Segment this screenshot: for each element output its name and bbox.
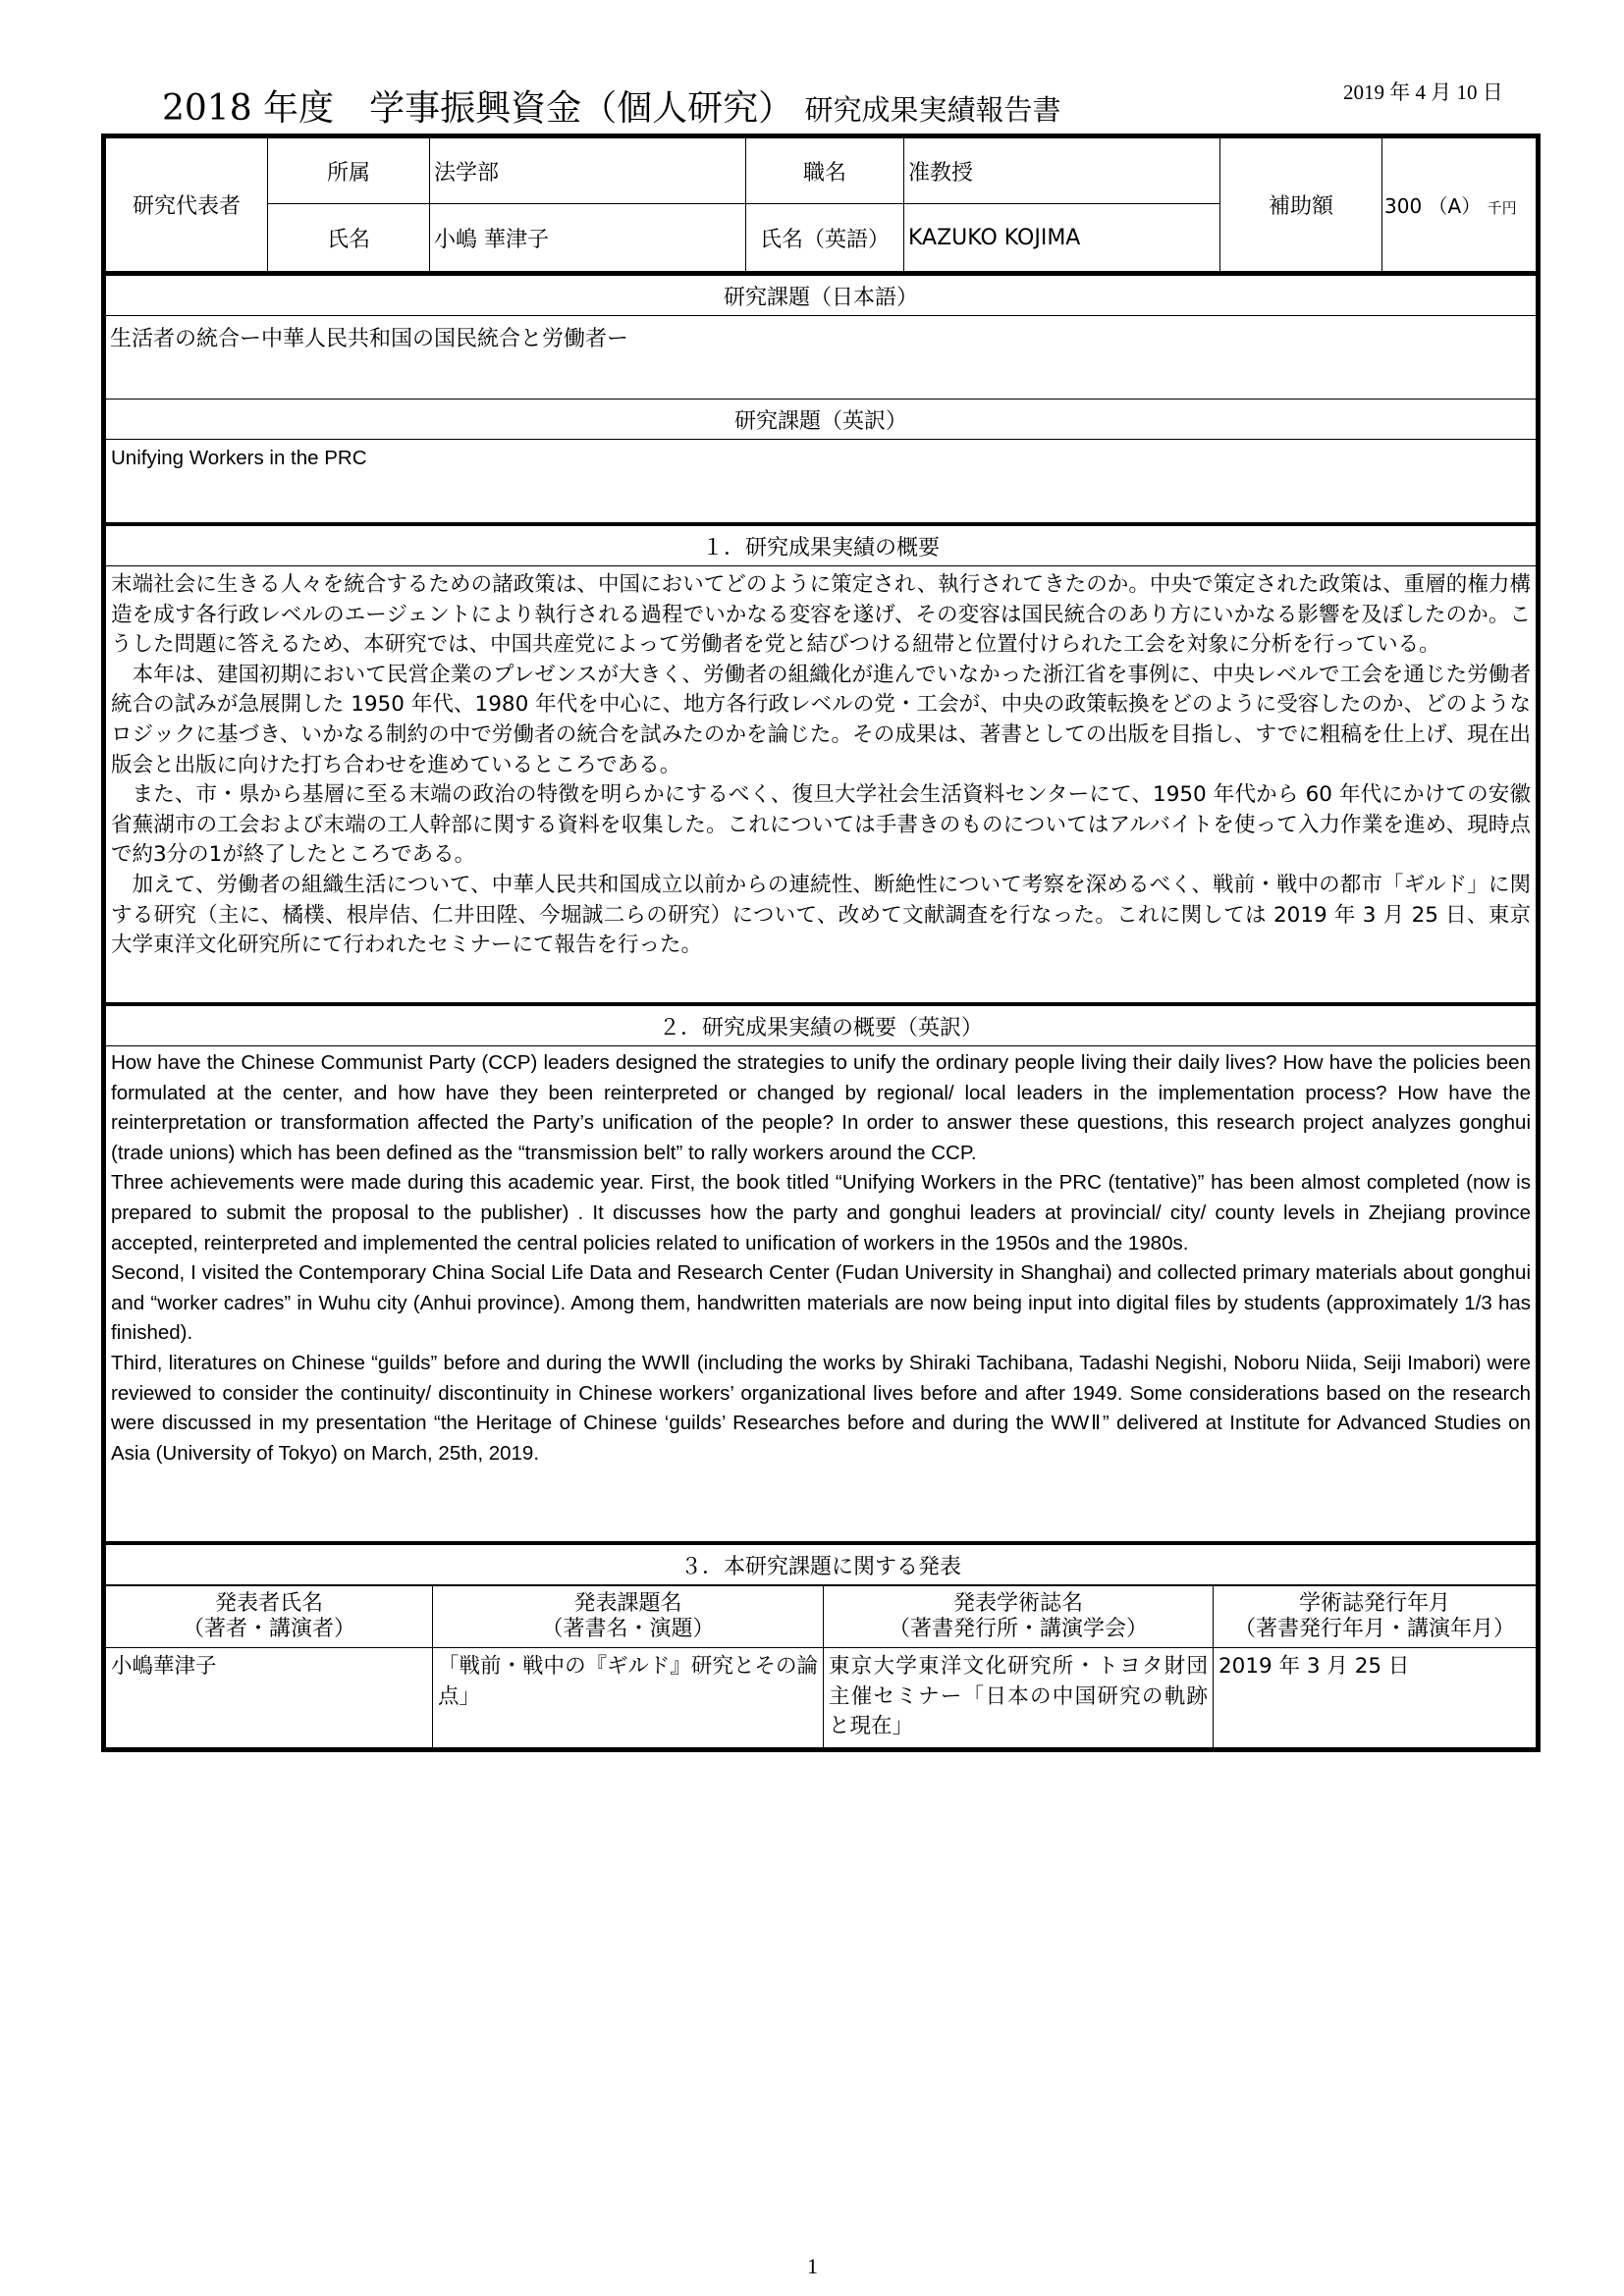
summary-en-paragraph: Third, literatures on Chinese “guilds” before and during the WWⅡ (including the works by Shiraki Tachibana, Tadashi Negishi, Noboru Niida, Seiji Imabori) were reviewed to consider the continuity/ discontinuity in Chinese workers’ organizational lives before and after 1949. Some considerations based on the research were discussed in my presentation “the Heritage of Chinese ‘guilds’ Researches before and during the WWⅡ” delivered at Institute for Advanced Studies on Asia (University of Tokyo) on March, 25th, 2019. bbox=[111, 1351, 1531, 1465]
title-cell: 「戦前・戦中の『ギルド』研究とその論点」 bbox=[433, 1648, 824, 1748]
document-title: 2018 年度 学事振興資金（個人研究） 研究成果実績報告書 bbox=[162, 88, 1061, 129]
presentations-heading: ３．本研究課題に関する発表 bbox=[106, 1543, 1537, 1585]
report-form bbox=[101, 133, 1541, 1752]
summary-jp-heading: １．研究成果実績の概要 bbox=[106, 524, 1537, 566]
summary-jp-paragraph: また、市・県から基層に至る末端の政治の特徴を明らかにするべく、復旦大学社会生活資料センターにて、1950 年代から 60 年代にかけての安徽省蕪湖市の工会および末端の工人幹部に関する資料を収集した。これについては手書きのものについてはアルバイトを使って入力作業を進め、現時点で約3分の1が終了したところである。 bbox=[111, 782, 1531, 868]
topic-jp-text: 生活者の統合ー中華人民共和国の国民統合と労働者ー bbox=[106, 316, 1537, 400]
column-header-presenter: 発表者氏名 （著者・講演者） bbox=[106, 1586, 433, 1648]
summary-en-paragraph: Three achievements were made during this academic year. First, the book titled “Unifying Workers in the PRC (tentative)” has been almost completed (now is prepared to submit the proposal to the publisher) . It discusses how the party and gonghui leaders at provincial/ city/ county levels in Zhejiang province accepted, reinterpreted and implemented the central policies related to unification of workers in the 1950s and the 1980s. bbox=[111, 1171, 1531, 1255]
column-header-title: 発表課題名 （著書名・演題） bbox=[433, 1586, 824, 1648]
column-header-venue: 発表学術誌名 （著書発行所・講演学会） bbox=[824, 1586, 1214, 1648]
name-label: 氏名 bbox=[268, 204, 430, 272]
page-number: 1 bbox=[807, 2254, 818, 2278]
report-body bbox=[105, 272, 1537, 1585]
summary-en-heading: ２．研究成果実績の概要（英訳） bbox=[106, 1004, 1537, 1046]
position-label: 職名 bbox=[746, 138, 904, 204]
presenter-cell: 小嶋華津子 bbox=[106, 1648, 433, 1748]
summary-jp-paragraph: 加えて、労働者の組織生活について、中華人民共和国成立以前からの連続性、断絶性について考察を深めるべく、戦前・戦中の都市「ギルド」に関する研究（主に、橘樸、根岸佶、仁井田陞、今堀誠二らの研究）について、改めて文献調査を行なった。これに関しては 2019 年 3 月 25 日、東京大学東洋文化研究所にて行われたセミナーにて報告を行った。 bbox=[111, 872, 1531, 958]
summary-jp-paragraph: 本年は、建国初期において民営企業のプレゼンスが大きく、労働者の組織化が進んでいなかった浙江省を事例に、中央レベルで工会を通じた労働者統合の試みが急展開した 1950 年代、1980 年代を中心に、地方各行政レベルの党・工会が、中央の政策転換をどのように受容したのか、どのようなロジックに基づき、いかなる制約の中で労働者の統合を試みたのかを論じた。その成果は、著書としての出版を目指し、すでに粗稿を仕上げ、現在出版会と出版に向けた打ち合わせを進めているところである。 bbox=[111, 662, 1531, 777]
name-en-value: KAZUKO KOJIMA bbox=[904, 204, 1220, 272]
venue-cell: 東京大学東洋文化研究所・トヨタ財団主催セミナー「日本の中国研究の軌跡と現在」 bbox=[824, 1648, 1214, 1748]
name-value: 小嶋 華津子 bbox=[430, 204, 746, 272]
grant-amount: 300 （A） 千円 bbox=[1382, 138, 1537, 272]
summary-en-text bbox=[106, 1046, 1537, 1544]
summary-en-paragraph: How have the Chinese Communist Party (CCP) leaders designed the strategies to unify the ordinary people living their daily lives? How have the policies been formulated at the center, and how have they been reinterpreted or changed by regional/ local leaders in the implementation process? How have the reinterpretation or transformation affected the Party’s unification of the people? In order to answer these questions, this research project analyzes gonghui (trade unions) which has been defined as the “transmission belt” to rally workers around the CCP. bbox=[111, 1051, 1531, 1164]
report-date: 2019 年 4 月 10 日 bbox=[1343, 80, 1503, 104]
representative-label: 研究代表者 bbox=[106, 138, 268, 272]
affiliation-value: 法学部 bbox=[430, 138, 746, 204]
name-en-label: 氏名（英語） bbox=[746, 204, 904, 272]
grant-label: 補助額 bbox=[1220, 138, 1382, 272]
column-header-date: 学術誌発行年月 （著書発行年月・講演年月） bbox=[1214, 1586, 1537, 1648]
summary-jp-text bbox=[106, 566, 1537, 1005]
topic-en-heading: 研究課題（英訳） bbox=[106, 400, 1537, 440]
summary-jp-paragraph: 末端社会に生きる人々を統合するための諸政策は、中国においてどのように策定され、執行されてきたのか。中央で策定された政策は、重層的権力構造を成す各行政レベルのエージェントにより執行される過程でいかなる変容を遂げ、その変容は国民統合のあり方にいかなる影響を及ぼしたのか。こうした問題に答えるため、本研究では、中国共産党によって労働者を党と結びつける紐帯と位置付けられた工会を対象に分析を行っている。 bbox=[111, 572, 1531, 658]
topic-en-text: Unifying Workers in the PRC bbox=[106, 440, 1537, 525]
table-row bbox=[106, 1648, 1537, 1748]
topic-jp-heading: 研究課題（日本語） bbox=[106, 274, 1537, 316]
summary-en-paragraph: Second, I visited the Contemporary China Social Life Data and Research Center (Fudan University in Shanghai) and collected primary materials about gonghui and “worker cadres” in Wuhu city (Anhui province). Among them, handwritten materials are now being input into digital files by students (approximately 1/3 has finished). bbox=[111, 1261, 1531, 1345]
date-cell: 2019 年 3 月 25 日 bbox=[1214, 1648, 1537, 1748]
affiliation-label: 所属 bbox=[268, 138, 430, 204]
representative-table bbox=[105, 137, 1537, 272]
position-value: 准教授 bbox=[904, 138, 1220, 204]
presentations-table bbox=[105, 1585, 1537, 1748]
